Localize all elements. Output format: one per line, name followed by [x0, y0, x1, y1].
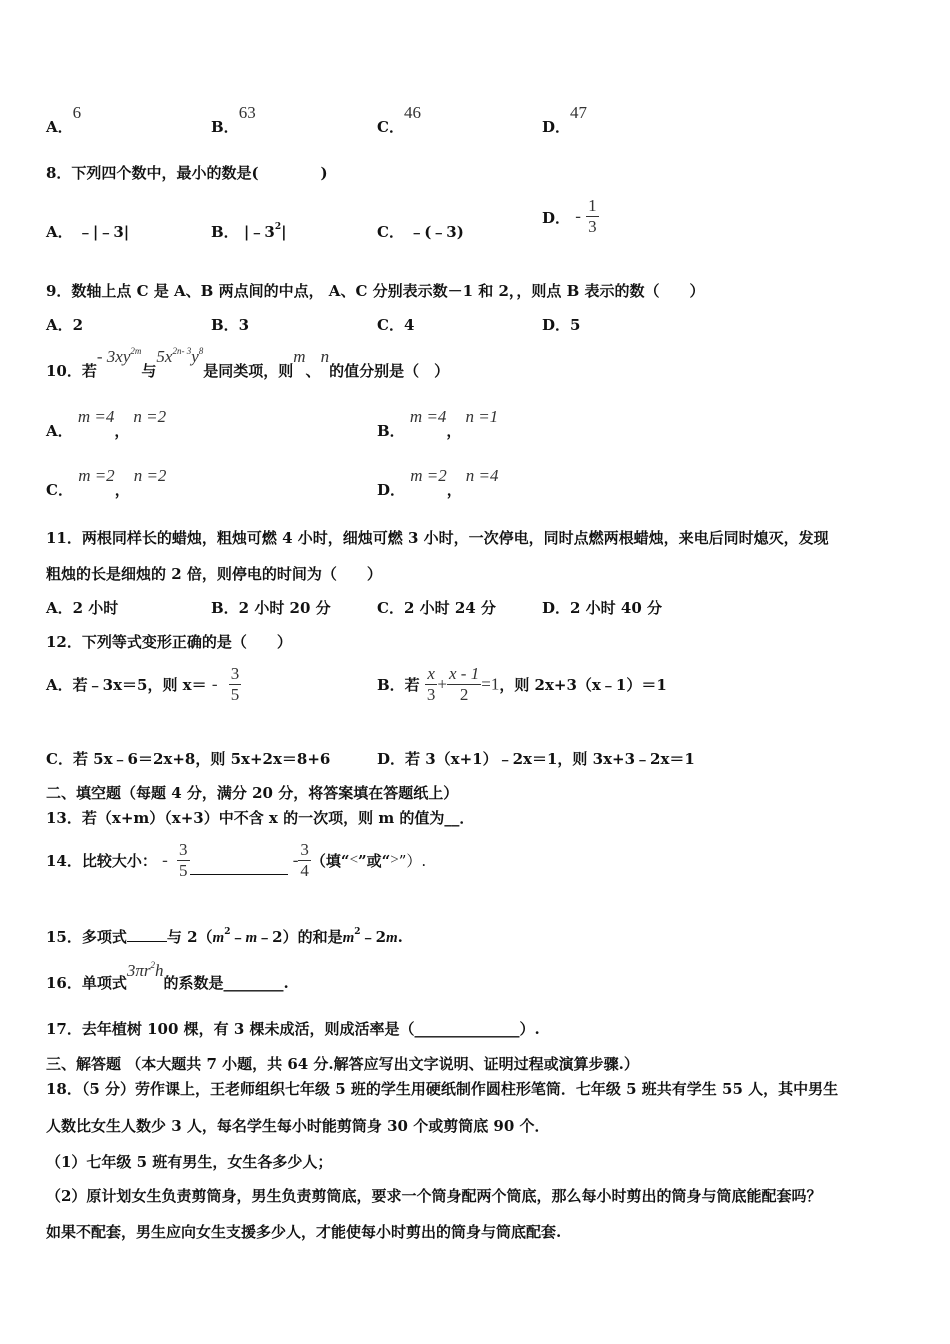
var-m: m — [386, 930, 398, 946]
option-letter: D． — [542, 208, 571, 227]
option-letter: B． — [211, 118, 239, 136]
q7-option-d[interactable] — [542, 103, 588, 137]
option-letter: B． — [377, 422, 405, 440]
q15-prefix: 15．多项式 — [46, 928, 127, 946]
minus-sign: - — [575, 206, 581, 226]
q15-stem — [46, 926, 403, 947]
q17-stem: 17．去年植树 100 棵，有 3 棵未成活，则成活率是（______________）. — [46, 1020, 540, 1038]
exponent: 2 — [274, 222, 282, 232]
q14-hint: （填“ — [310, 852, 350, 870]
q10-option-d[interactable] — [377, 465, 499, 499]
q12-option-b[interactable] — [377, 664, 667, 705]
fraction-1 — [425, 664, 438, 705]
q8-option-a[interactable] — [46, 221, 129, 242]
q8-stem-end: ) — [320, 164, 328, 182]
q8-stem — [46, 162, 328, 183]
term-2: 5x — [156, 347, 173, 366]
plus-sign: + — [437, 674, 448, 694]
q15-end: . — [397, 928, 403, 946]
numerator: 3 — [300, 840, 309, 859]
option-text: ﹣|﹣3| — [77, 223, 130, 241]
q9-option-d[interactable]: D．5 — [542, 316, 581, 334]
option-letter: C． — [377, 118, 404, 136]
var-n: n — [320, 347, 330, 366]
q14-hint-end: ”）. — [398, 852, 427, 870]
option-text: |﹣3 — [243, 223, 275, 241]
q14-hint-mid: ”或“ — [358, 852, 391, 870]
q9-option-a[interactable]: A．2 — [46, 316, 84, 334]
option-value: 63 — [238, 103, 256, 122]
q16-stem — [46, 960, 289, 996]
option-value: 46 — [403, 103, 421, 122]
option-text: A．若﹣3x＝5，则 x＝ — [46, 676, 207, 694]
conjunction: 与 — [141, 362, 157, 380]
q13-stem: 13．若（x+m）（x+3）中不含 x 的一次项，则 m 的值为__． — [46, 809, 475, 827]
greater-than: > — [390, 852, 399, 868]
n-value: n =1 — [465, 407, 499, 426]
q10-option-b[interactable] — [377, 406, 499, 440]
option-text: B．若 — [377, 676, 420, 694]
q8-option-c[interactable] — [377, 221, 464, 242]
denominator: 4 — [300, 861, 309, 880]
option-value: 6 — [72, 103, 82, 122]
option-letter: A． — [46, 118, 73, 136]
comma: ， — [446, 481, 462, 499]
q18-part-2-line-1: （2）原计划女生负责剪筒身，男生负责剪筒底，要求一个筒身配两个筒底，那么每小时剪出的筒身与筒底能配套吗？ — [46, 1187, 822, 1205]
denominator: 3 — [588, 217, 597, 236]
exponent: 2 — [224, 927, 231, 937]
equals-one: =1 — [481, 674, 500, 694]
option-text-end: ，则 2x+3（x﹣1）＝1 — [499, 676, 667, 694]
q12-option-c[interactable]: C．若 5x﹣6＝2x+8，则 5x+2x＝8+6 — [46, 750, 331, 768]
m-value: m =2 — [410, 466, 447, 485]
minus-two: ﹣2 — [360, 928, 386, 946]
option-letter: D． — [377, 481, 406, 499]
option-letter: B． — [211, 223, 239, 241]
q7-option-a[interactable] — [46, 103, 82, 137]
q11-option-c[interactable]: C．2 小时 24 分 — [377, 599, 496, 617]
q14-prefix: 14．比较大小： — [46, 852, 157, 870]
q15-mid-3: ﹣2）的和是 — [257, 928, 343, 946]
option-letter: C． — [377, 223, 404, 241]
section-3-heading: 三、解答题 （本大题共 7 小题，共 64 分.解答应写出文字说明、证明过程或演算步骤.） — [46, 1055, 639, 1073]
n-value: n =4 — [465, 466, 499, 485]
q16-suffix: 的系数是________. — [163, 974, 289, 992]
q18-part-2-line-2: 如果不配套，男生应向女生支援多少人，才能使每小时剪出的筒身与筒底配套. — [46, 1223, 562, 1241]
answer-blank[interactable] — [190, 860, 288, 875]
numerator: 3 — [230, 664, 240, 683]
fraction — [586, 196, 599, 237]
numerator: x - 1 — [449, 664, 480, 683]
denominator: 5 — [179, 861, 188, 880]
minus-sign: - — [292, 850, 299, 870]
numerator: x — [425, 664, 438, 685]
separator: 、 — [305, 362, 321, 380]
q10-option-c[interactable] — [46, 465, 167, 499]
fraction-2 — [298, 840, 311, 881]
q16-prefix: 16．单项式 — [46, 974, 127, 992]
n-value: n =2 — [133, 407, 167, 426]
q18-part-1: （1）七年级 5 班有男生，女生各多少人； — [46, 1153, 333, 1171]
minus-sign: - — [211, 674, 218, 694]
term-2-exponent: 2n- 3 — [172, 346, 192, 356]
q14-stem — [46, 840, 426, 881]
q12-option-d[interactable]: D．若 3（x+1）﹣2x＝1，则 3x+3﹣2x＝1 — [377, 750, 695, 768]
q8-stem-text: 8．下列四个数中，最小的数是( — [46, 164, 259, 182]
fraction-2 — [447, 664, 481, 705]
option-letter: A． — [46, 223, 73, 241]
term-2-y: y — [191, 347, 199, 366]
option-text: ﹣(﹣3) — [409, 223, 464, 241]
q10-end: 的值分别是（ ） — [329, 362, 450, 380]
q7-option-b[interactable] — [211, 103, 256, 137]
q18-line-1: 18．（5 分）劳作课上，王老师组织七年级 5 班的学生用硬纸制作圆柱形笔筒．七年级 5 班共有学生 55 人，其中男生 — [46, 1080, 839, 1098]
exponent: 2 — [150, 960, 156, 970]
monomial: 3πr — [126, 961, 151, 980]
comma: ， — [114, 481, 130, 499]
option-letter: A． — [46, 422, 73, 440]
m-value: m =2 — [78, 466, 115, 485]
term-2-y-exponent: 8 — [198, 346, 204, 356]
m-value: m =4 — [409, 407, 447, 426]
q12-option-a[interactable] — [46, 664, 241, 705]
exponent: 2 — [354, 927, 361, 937]
n-value: n =2 — [133, 466, 167, 485]
q8-option-d[interactable] — [542, 196, 599, 237]
numerator: 1 — [588, 196, 597, 215]
q11-stem-line-1: 11．两根同样长的蜡烛，粗烛可燃 4 小时，细烛可燃 3 小时，一次停电，同时点燃两根蜡烛，来电后同时熄灭，发现 — [46, 529, 829, 547]
monomial-h: h — [155, 961, 164, 980]
q11-stem-line-2: 粗烛的长是细烛的 2 倍，则停电的时间为（ ） — [46, 565, 382, 583]
option-value: 47 — [570, 103, 588, 122]
q10-mid: 是同类项，则 — [203, 362, 294, 380]
q15-mid: 与 2（ — [166, 928, 213, 946]
q10-number: 10．若 — [46, 362, 97, 380]
fraction-1 — [177, 840, 190, 881]
comma: ， — [446, 422, 462, 440]
q9-option-b[interactable]: B．3 — [211, 316, 250, 334]
fraction — [229, 664, 242, 705]
q10-option-a[interactable] — [46, 406, 167, 440]
option-letter: D． — [542, 118, 571, 136]
var-m: m — [212, 930, 225, 946]
option-text-end: | — [281, 223, 287, 241]
denominator: 3 — [426, 685, 436, 704]
q11-option-a[interactable]: A．2 小时 — [46, 599, 119, 617]
option-letter: C． — [46, 481, 73, 499]
var-m: m — [245, 930, 258, 946]
m-value: m =4 — [77, 407, 115, 426]
less-than: < — [349, 852, 359, 868]
term-1: - 3xy — [96, 347, 131, 366]
q7-option-c[interactable] — [377, 103, 421, 137]
q11-option-b[interactable]: B．2 小时 20 分 — [211, 599, 331, 617]
q10-stem — [46, 346, 449, 386]
q8-option-b[interactable] — [211, 221, 287, 242]
numerator: 3 — [179, 840, 188, 859]
var-m: m — [342, 930, 355, 946]
q9-stem: 9．数轴上点 C 是 A、B 两点间的中点， A、C 分别表示数－1 和 2，，则点 B 表示的数（ ） — [46, 282, 705, 300]
denominator: 5 — [230, 685, 240, 704]
q11-option-d[interactable]: D．2 小时 40 分 — [542, 599, 662, 617]
q9-option-c[interactable]: C．4 — [377, 316, 415, 334]
term-1-exponent: 2m — [130, 346, 142, 356]
section-2-heading: 二、填空题（每题 4 分，满分 20 分，将答案填在答题纸上） — [46, 784, 459, 802]
var-m: m — [293, 347, 306, 366]
minus: ﹣ — [230, 928, 246, 946]
q12-stem: 12．下列等式变形正确的是（ ） — [46, 633, 292, 651]
denominator: 2 — [459, 685, 469, 704]
comma: ， — [114, 422, 130, 440]
minus-sign: - — [162, 850, 168, 870]
answer-blank[interactable] — [127, 929, 167, 942]
q18-line-2: 人数比女生人数少 3 人，每名学生每小时能剪筒身 30 个或剪筒底 90 个． — [46, 1117, 550, 1135]
